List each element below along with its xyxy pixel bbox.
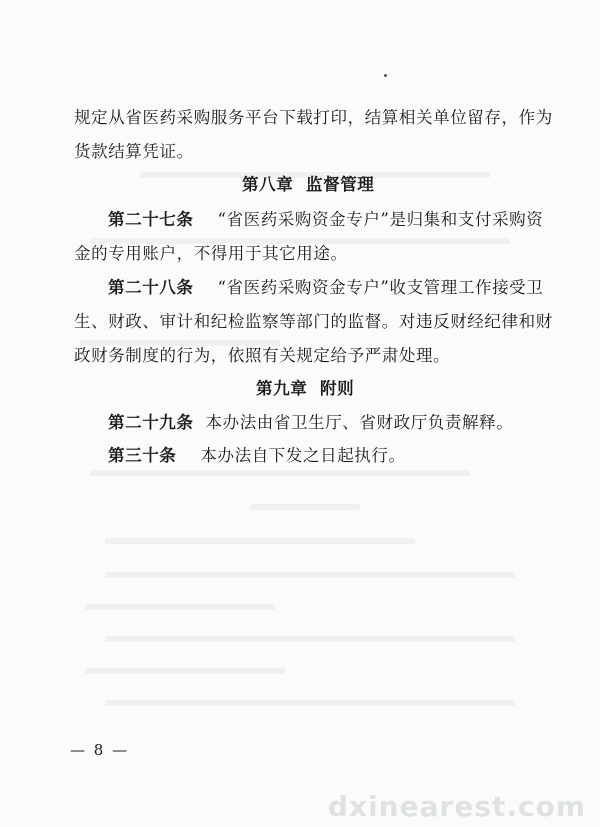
bleed-through [90,470,470,476]
article-label: 第二十九条 [108,413,194,432]
chapter-heading: 第八章 监督管理 [242,175,375,194]
article-text: “省医药采购资金专户”是归集和支付采购资 [217,210,544,229]
article-29-line [108,413,513,433]
bleed-through [85,604,275,610]
page-number: — 8 — [70,741,130,759]
article-label: 第二十八条 [108,278,194,297]
body-text-line: 金的专用账户，不得用于其它用途。 [74,244,348,263]
article-text: 本办法由省卫生厅、省财政厅负责解释。 [205,413,514,432]
article-label: 第三十条 [108,446,177,465]
article-30-line [108,446,406,466]
bleed-through [105,700,515,706]
article-28-line [108,278,543,298]
chapter-heading: 第九章 附则 [256,379,355,398]
bleed-through [105,572,515,578]
article-text: “省医药采购资金专户”收支管理工作接受卫 [217,278,544,297]
article-27-line [108,210,543,230]
bleed-through [250,504,360,510]
bleed-through [85,668,285,674]
bleed-through [105,538,415,544]
bleed-through [105,636,515,642]
scan-speck [384,74,387,77]
body-text-line: 规定从省医药采购服务平台下载打印，结算相关单位留存，作为 [74,108,553,127]
article-text: 本办法自下发之日起执行。 [200,446,406,465]
watermark-logo: dxinearest.com [327,790,586,823]
article-label: 第二十七条 [108,210,194,229]
body-text-line: 生、财政、审计和纪检监察等部门的监督。对违反财经纪律和财 [74,312,553,331]
body-text-line: 政财务制度的行为，依照有关规定给予严肃处理。 [74,346,451,365]
body-text-line: 货款结算凭证。 [74,142,194,161]
